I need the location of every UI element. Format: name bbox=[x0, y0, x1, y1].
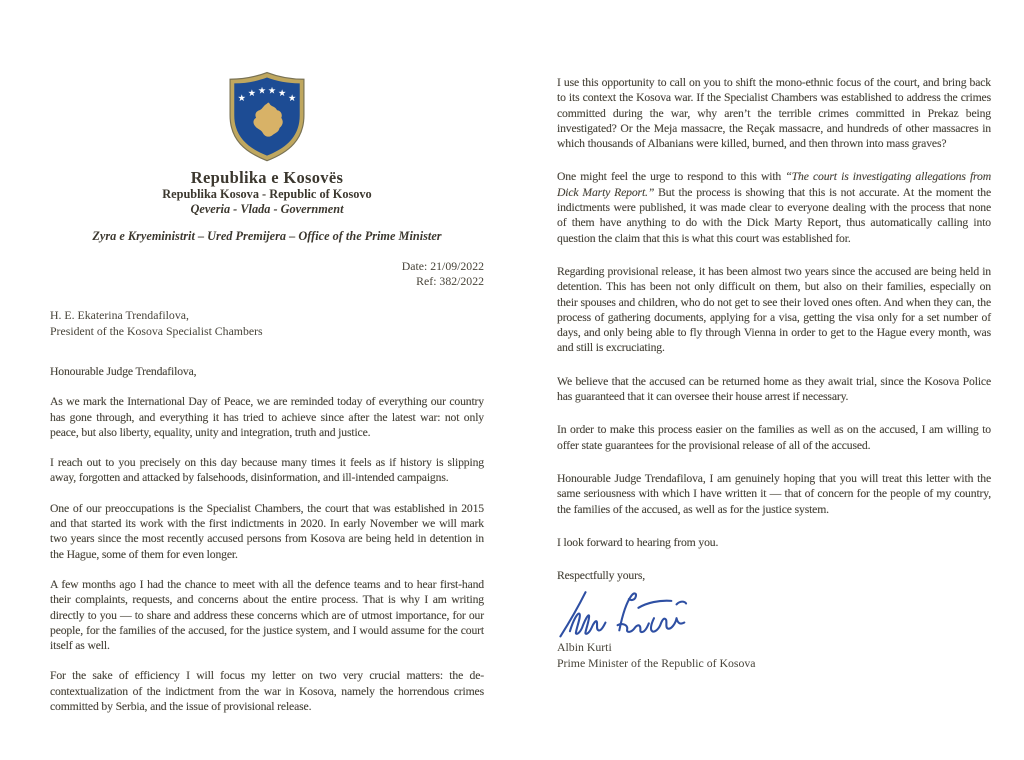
header-republic-title: Republika e Kosovës bbox=[190, 168, 344, 187]
signer-title: Prime Minister of the Republic of Kosova bbox=[557, 656, 756, 671]
svg-text:★: ★ bbox=[247, 88, 257, 100]
recipient-title: President of the Kosova Specialist Chambers bbox=[50, 323, 263, 338]
dick-marty-before: One might feel the urge to respond to this with bbox=[557, 170, 786, 184]
paragraph-international-day: As we mark the International Day of Peace, we are reminded today of everything our country has gone through, and everything it has tried to achieve since after the latest war: not only peace, but also liberty, equality, unity and integration, truth and justice. bbox=[50, 395, 484, 439]
ref-line: Ref: 382/2022 bbox=[416, 274, 484, 288]
paragraph-state-guarantees: In order to make this process easier on the families as well as on the accused, I am willing to offer state guarantees for the provisional release of all of the accused. bbox=[557, 423, 991, 452]
signature-albin-kurti bbox=[549, 587, 707, 639]
svg-text:★: ★ bbox=[277, 88, 287, 100]
dick-marty-after: But the process is showing that this is not accurate. At the moment the indictments were published, it was made clear to everyone dealing with the process that none of them have anything to do with the Dick Marty Report, thus automatically calling into question the claim that this is what this court was established for. bbox=[557, 185, 991, 245]
salutation: Honourable Judge Trendafilova, bbox=[50, 365, 197, 378]
kosovo-coat-of-arms-icon bbox=[223, 70, 311, 164]
paragraph-house-arrest: We believe that the accused can be returned home as they await trial, since the Kosova Police has guaranteed that it can oversee their house arrest if necessary. bbox=[557, 374, 991, 404]
date-line: Date: 21/09/2022 bbox=[401, 259, 484, 273]
look-forward-line: I look forward to hearing from you. bbox=[557, 535, 719, 549]
recipient-name: H. E. Ekaterina Trendafilova, bbox=[50, 308, 189, 322]
valediction: Respectfully yours, bbox=[557, 569, 646, 583]
svg-text:★: ★ bbox=[257, 85, 267, 97]
svg-text:★: ★ bbox=[288, 93, 297, 105]
letter-page-2 bbox=[557, 75, 991, 671]
paragraph-two-matters: For the sake of efficiency I will focus my letter on two very crucial matters: the de-contextualization of the indictment from the war in Kosova, namely the horrendous crimes committed by Serbia, and the issue of provisional release. bbox=[50, 669, 484, 714]
header-republic-subtitle: Republika Kosova - Republic of Kosovo bbox=[162, 187, 372, 201]
paragraph-history-slipping: I reach out to you precisely on this day because many times it feels as if history is slipping away, forgotten and attacked by falsehoods, disinformation, and ill-intended campaigns. bbox=[50, 456, 484, 485]
paragraph-appeal: Honourable Judge Trendafilova, I am genuinely hoping that you will treat this letter with the same seriousness with which I have written it — that of concern for the people of my country, the families of the accused, as well as for the justice system. bbox=[557, 471, 991, 516]
paragraph-provisional-release: Regarding provisional release, it has been almost two years since the accused are being held in detention. This has been not only difficult on them, but also on their families, especially on their spouses and children, who do not get to see their loved ones often. And when they can, the process of gathering documents, applying for a visa, getting the visa only for a set number of days, and only being able to fly through Vienna in order to get to the Hague every month, was and still is excruciating. bbox=[557, 264, 991, 355]
svg-text:★: ★ bbox=[267, 85, 277, 97]
paragraph-dick-marty bbox=[557, 169, 991, 245]
signer-name: Albin Kurti bbox=[557, 640, 612, 655]
recipient-block bbox=[50, 308, 484, 339]
dick-marty-quote: “The court is investigating allegations from Dick Marty Report.” bbox=[557, 170, 991, 199]
svg-text:★: ★ bbox=[237, 93, 246, 105]
letter-page-1 bbox=[50, 0, 484, 714]
paragraph-specialist-chambers: One of our preoccupations is the Specialist Chambers, the court that was established in 2015 and that started its work with the first indictments in 2020. In early November we will mark two years since the most recently accused persons from Kosova are being held in detention in the Hague, some of them for even longer. bbox=[50, 501, 484, 561]
date-ref-block bbox=[50, 259, 484, 289]
header-office-line: Zyra e Kryeministrit – Ured Premijera – Office of the Prime Minister bbox=[92, 229, 442, 243]
paragraph-massacres: I use this opportunity to call on you to shift the mono-ethnic focus of the court, and bring back to its context the Kosova war. If the Specialist Chambers was established to address the crimes committed during the war, why aren’t the terrible crimes committed in Prekaz being investigated? Or the Meja massacre, the Reçak massacre, and hundreds of other massacres in which thousands of Albanians were killed, burned, and then thrown into mass graves? bbox=[557, 76, 991, 151]
paragraph-defence-teams: A few months ago I had the chance to meet with all the defence teams and to hear first-hand their complaints, requests, and concerns about the entire process. That is why I am writing directly to you — to share and address these concerns which are of utmost importance, for our people, for the families of the accused, for the justice system, and I would assume for the court itself as well. bbox=[50, 577, 484, 653]
header-government-line: Qeveria - Vlada - Government bbox=[190, 202, 344, 216]
